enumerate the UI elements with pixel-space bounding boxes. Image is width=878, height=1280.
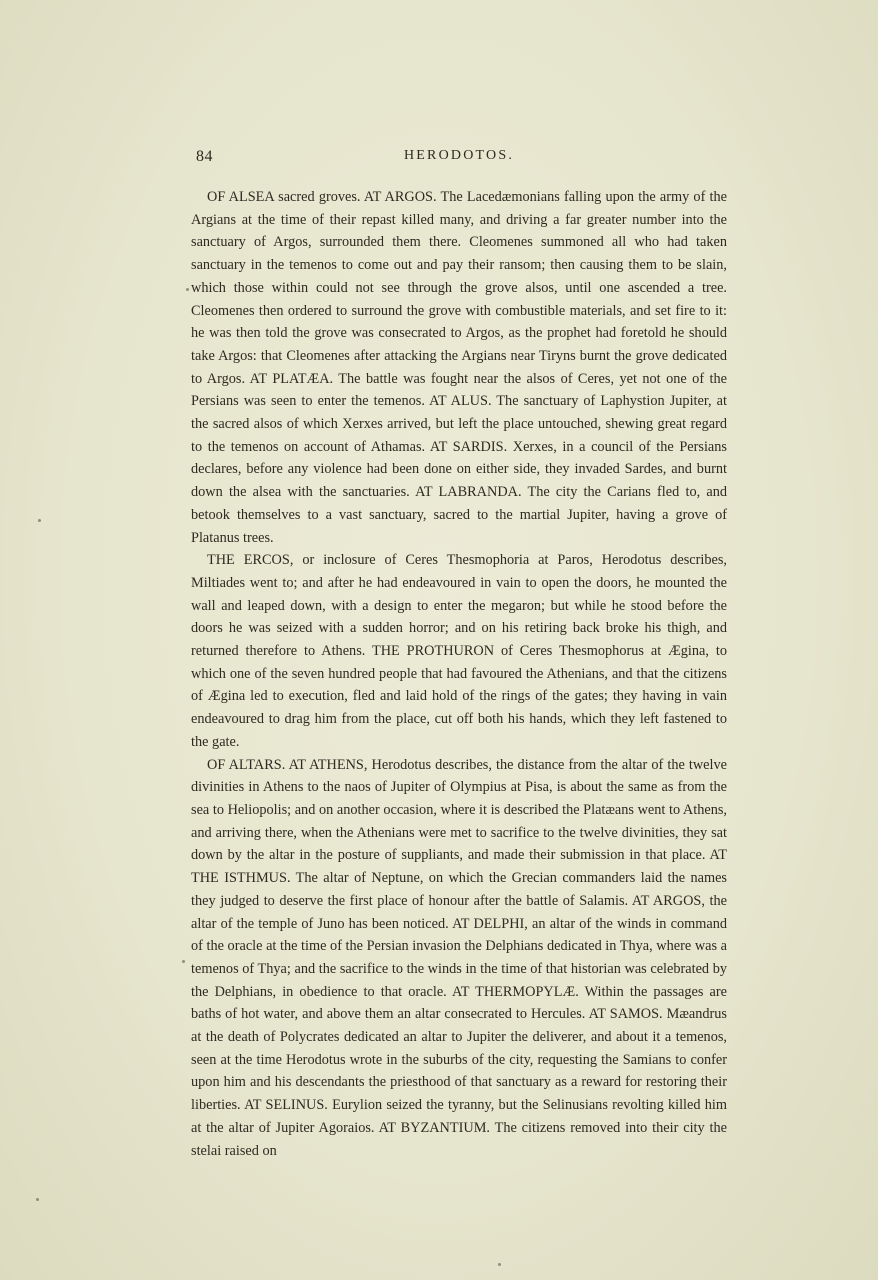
page-number: 84 [196,148,213,165]
body-text [191,186,727,1162]
page-header [196,148,728,168]
paper-speck [36,1198,39,1201]
paper-speck [498,1263,501,1266]
running-title: HERODOTOS. [404,148,515,163]
paper-speck [38,519,41,522]
paragraph-altars: OF ALTARS. AT ATHENS, Herodotus describes, the distance from the altar of the twelve divinities in Athens to the naos of Jupiter of Olympius at Pisa, is about the same as from the sea to Heliopolis; and on another occasion, where it is described the Platæans went to Athens, and arriving there, when the Athenians were met to sacrifice to the twelve divinities, they sat down by the altar in the posture of suppliants, and made their submission in that place. AT THE ISTHMUS. The altar of Neptune, on which the Grecian commanders laid the names they judged to deserve the first place of honour after the battle of Salamis. AT ARGOS, the altar of the temple of Juno has been noticed. AT DELPHI, an altar of the winds in command of the oracle at the time of the Persian invasion the Delphians dedicated in Thya, where was a temenos of Thya; and the sacrifice to the winds in the time of that historian was celebrated by the Delphians, in obedience to that oracle. AT THERMOPYLÆ. Within the passages are baths of hot water, and above them an altar consecrated to Hercules. AT SAMOS. Mæandrus at the death of Polycrates dedicated an altar to Jupiter the deliverer, and about it a temenos, seen at the time Herodotus wrote in the suburbs of the city, requesting the Samians to confer upon him and his descendants the priesthood of that sanctuary as a reward for restoring their liberties. AT SELINUS. Eurylion seized the tyranny, but the Selinusians revolting killed him at the altar of Jupiter Agoraios. AT BYZANTIUM. The citizens removed into their city the stelai raised on [191,756,727,1159]
paper-speck [182,960,185,963]
paragraph-ercos: THE ERCOS, or inclosure of Ceres Thesmophoria at Paros, Herodotus describes, Miltiades went to; and after he had endeavoured in vain to open the doors, he mounted the wall and leaped down, with a design to enter the megaron; but while he stood before the doors he was seized with a sudden horror; and on his retiring back broke his thigh, and returned therefore to Athens. THE PROTHURON of Ceres Thesmophorus at Ægina, to which one of the seven hundred people that had favoured the Athenians, and that the citizens of Ægina led to execution, fled and laid hold of the rings of the gates; they having in vain endeavoured to drag him from the place, cut off both his hands, which they left fastened to the gate. [191,552,727,750]
paragraph-alsea: OF ALSEA sacred groves. AT ARGOS. The Lacedæmonians falling upon the army of the Argians at the time of their repast killed many, and driving a far greater number into the sanctuary of Argos, surrounded them there. Cleomenes summoned all who had taken sanctuary in the temenos to come out and pay their ransom; then causing them to be slain, which those within could not see through the grove alsos, until one ascended a tree. Cleomenes then ordered to surround the grove with combustible materials, and set fire to it: he was then told the grove was consecrated to Argos, as the prophet had foretold he should take Argos: that Cleomenes after attacking the Argians near Tiryns burnt the grove dedicated to Argos. AT PLATÆA. The battle was fought near the alsos of Ceres, yet not one of the Persians was seen to enter the temenos. AT ALUS. The sanctuary of Laphystion Jupiter, at the sacred alsos of which Xerxes arrived, but left the place untouched, shewing great regard to the temenos on account of Athamas. AT SARDIS. Xerxes, in a council of the Persians declares, before any violence had been done on either side, they invaded Sardes, and burnt down the alsea with the sanctuaries. AT LABRANDA. The city the Carians fled to, and betook themselves to a vast sanctuary, sacred to the martial Jupiter, having a grove of Platanus trees. [191,189,727,546]
paper-speck [186,288,189,291]
